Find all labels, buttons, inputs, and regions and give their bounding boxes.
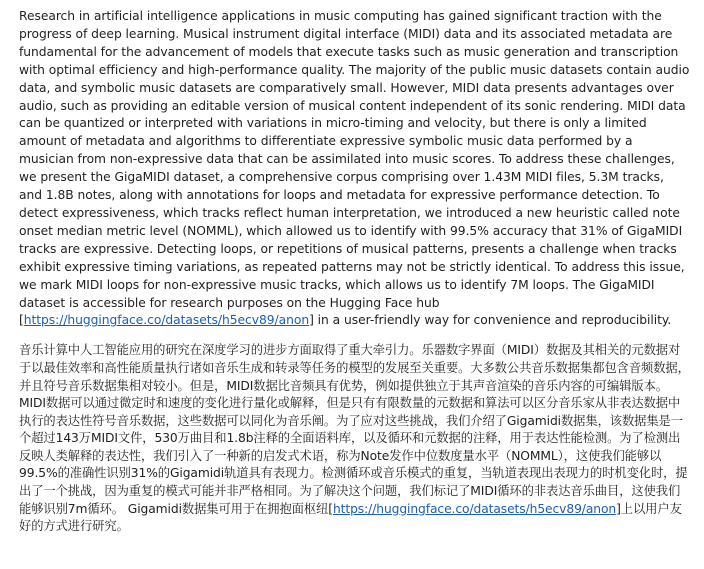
- abstract-english-paragraph: [19, 8, 690, 330]
- abstract-chinese-paragraph: [19, 342, 690, 536]
- abstract-english-text-end: ] in a user-friendly way for convenience and reproducibility.: [309, 313, 672, 328]
- huggingface-dataset-link-chinese[interactable]: https://huggingface.co/datasets/h5ecv89/anon: [332, 501, 617, 516]
- huggingface-dataset-link-english[interactable]: https://huggingface.co/datasets/h5ecv89/anon: [23, 313, 310, 328]
- abstract-chinese-text-end: ]上以用户友好的方式进行研究。: [19, 501, 682, 534]
- abstract-english-text: Research in artificial intelligence applications in music computing has gained significant traction with the progress of deep learning. Musical instrument digital interface (MIDI) data and its associated metadata are fundamental for the advancement of models that execute tasks such as music generation and transcription with optimal efficiency and high-performance quality. The majority of the public music datasets contain audio data, and symbolic music datasets are comparatively small. However, MIDI data presents advantages over audio, such as providing an editable version of musical content independent of its sonic rendering. MIDI data can be quantized or interpreted with variations in micro-timing and velocity, but there is only a limited amount of metadata and algorithms to differentiate expressive symbolic music data performed by a musician from non-expressive data that can be assimilated into music scores. To address these challenges, we present the GigaMIDI dataset, a comprehensive corpus comprising over 1.43M MIDI files, 5.3M tracks, and 1.8B notes, along with annotations for loops and metadata for expressive performance detection. To detect expressiveness, which tracks reflect human interpretation, we introduced a new heuristic called note onset median metric level (NOMML), which allowed us to identify with 99.5% accuracy that 31% of GigaMIDI tracks are expressive. Detecting loops, or repetitions of musical patterns, presents a challenge when tracks exhibit expressive timing variations, as repeated patterns may not be strictly identical. To address this issue, we mark MIDI loops for non-expressive music tracks, which allows us to identify 7M loops. The GigaMIDI dataset is accessible for research purposes on the Hugging Face hub [: [19, 9, 690, 328]
- abstract-chinese-text: 音乐计算中人工智能应用的研究在深度学习的进步方面取得了重大牵引力。乐器数字界面（MIDI）数据及其相关的元数据对于以最佳效率和高性能质量执行诸如音乐生成和转录等任务的模型的发展至关重要。大多数公共音乐数据集都包含音频数据，并且符号音乐数据集相对较小。但是，MIDI数据比音频具有优势，例如提供独立于其声音渲染的音乐内容的可编辑版本。 MIDI数据可以通过微定时和速度的变化进行量化或解释，但是只有有限数量的元数据和算法可以区分音乐家从非表达数据中执行的表达性符号音乐数据，这些数据可以同化为音乐阐。为了应对这些挑战，我们介绍了Gigamidi数据集，该数据集是一个超过143万MIDI文件，530万曲目和1.8b注释的全面语料库，以及循环和元数据的注释，用于表达性能检测。为了检测出反映人类解释的表达性，我们引入了一种新的启发式术语，称为Note发作中位数度量水平（NOMML），这使我们能够以99.5%的准确性识别31%的Gigamidi轨道具有表现力。检测循环或音乐模式的重复，当轨道表现出表现力的时机变化时，提出了一个挑战，因为重复的模式可能并非严格相同。为了解决这个问题，我们标记了MIDI循环的非表达音乐曲目，这使我们能够识别7m循环。 Gigamidi数据集可用于在拥抱面枢纽[: [19, 343, 690, 516]
